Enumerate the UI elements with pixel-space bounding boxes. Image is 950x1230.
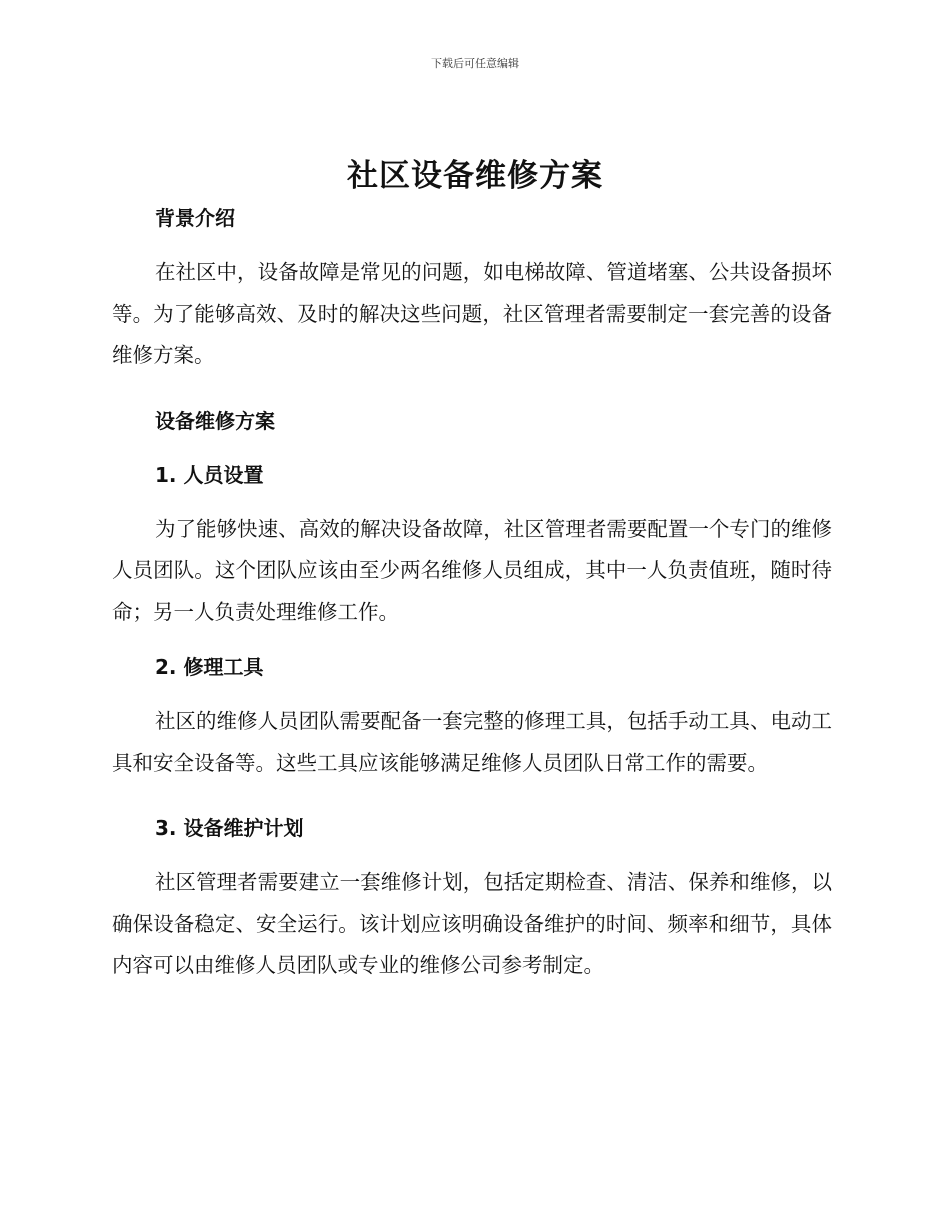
header-note: 下载后可任意编辑 [431, 57, 519, 70]
section-heading-plan: 设备维修方案 [155, 408, 275, 433]
section-heading-maintenance: 3. 设备维护计划 [155, 816, 304, 840]
section-heading-background: 背景介绍 [155, 206, 235, 230]
section-paragraph-tools: 社区的维修人员团队需要配备一套完整的修理工具，包括手动工具、电动工具和安全设备等。这些工具应该能够满足维修人员团队日常工作的需要。 [112, 709, 832, 775]
section-heading-tools: 2. 修理工具 [155, 655, 264, 679]
section-paragraph-personnel: 为了能够快速、高效的解决设备故障，社区管理者需要配置一个专门的维修人员团队。这个团队应该由至少两名维修人员组成，其中一人负责值班，随时待命；另一人负责处理维修工作。 [112, 516, 832, 624]
section-paragraph-background: 在社区中，设备故障是常见的问题，如电梯故障、管道堵塞、公共设备损坏等。为了能够高效、及时的解决这些问题，社区管理者需要制定一套完善的设备维修方案。 [112, 260, 832, 367]
document-body [112, 200, 832, 987]
section-heading-personnel: 1. 人员设置 [155, 462, 264, 487]
document-title: 社区设备维修方案 [347, 158, 603, 194]
section-paragraph-maintenance: 社区管理者需要建立一套维修计划，包括定期检查、清洁、保养和维修，以确保设备稳定、安全运行。该计划应该明确设备维护的时间、频率和细节，具体内容可以由维修人员团队或专业的维修公司参考制定。 [112, 870, 832, 977]
